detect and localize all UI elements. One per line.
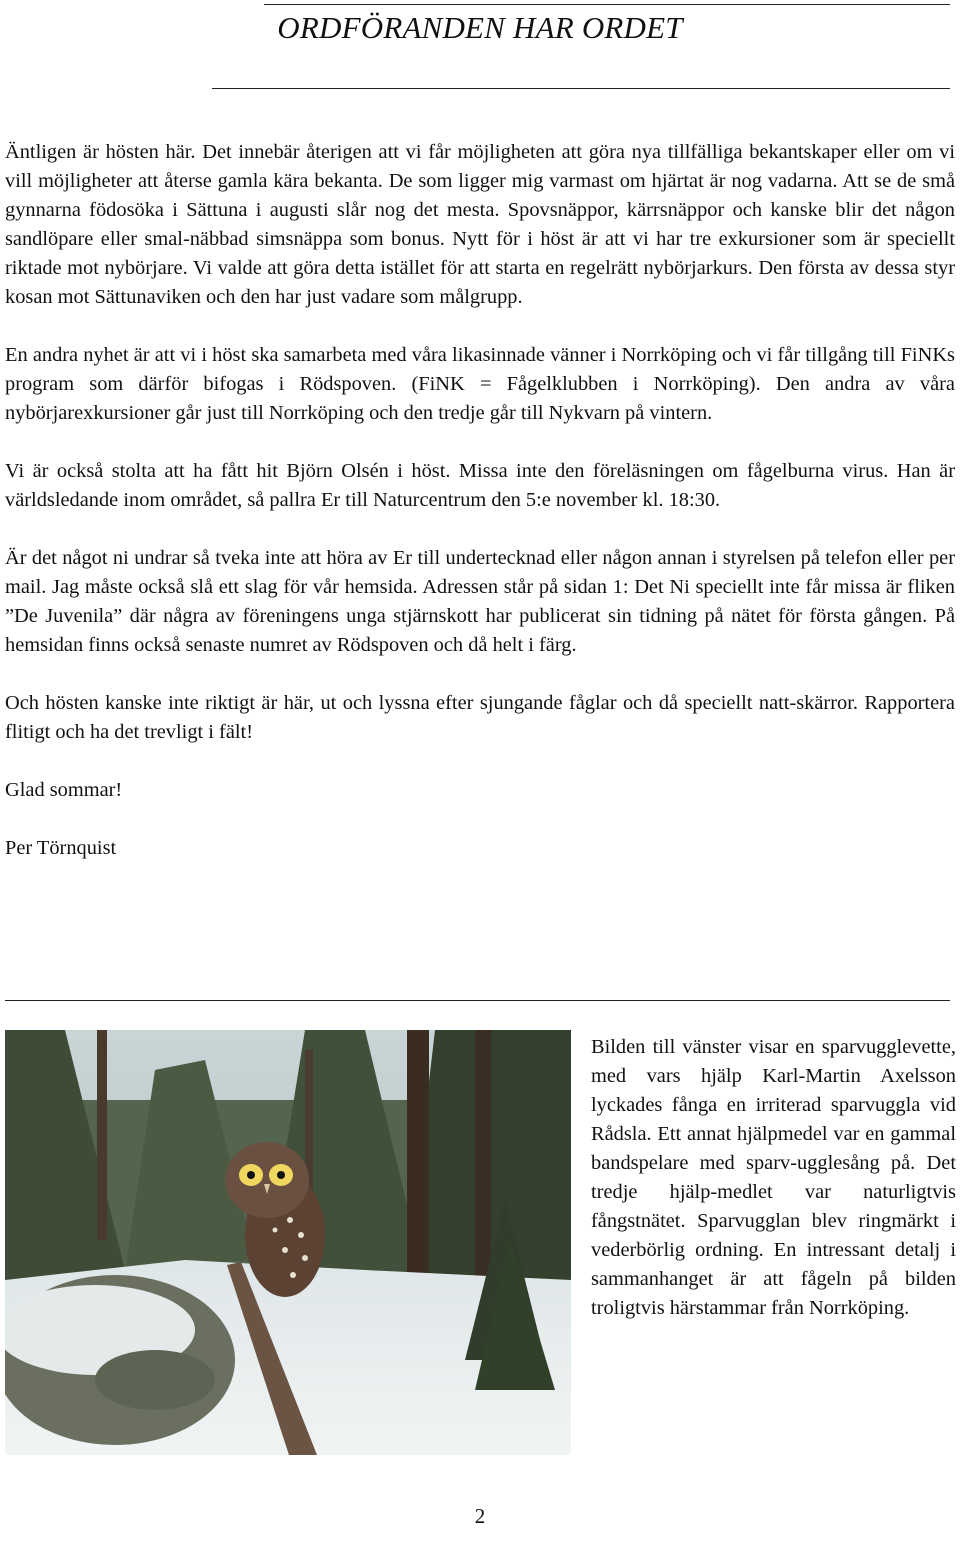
section-rule <box>5 1000 950 1001</box>
closing-line: Glad sommar! <box>5 779 123 801</box>
owl-decoy-photo <box>5 1030 571 1455</box>
photo-caption: Bilden till vänster visar en sparvugglevette, med vars hjälp Karl-Martin Axelsson lyckades fånga en irriterad sparvuggla vid Rådsla. Ett annat hjälpmedel var en gammal bandspelare med sparv-ugglesång på. Det tredje hjälp-medlet var naturligtvis fångstnätet. Sparvugglan blev ringmärkt i vederbörlig ordning. En intressant detalj i sammanhanget är att fågeln på bilden troligtvis härstammar från Norrköping. <box>591 1036 956 1319</box>
paragraph-2: En andra nyhet är att vi i höst ska samarbeta med våra likasinnade vänner i Norrköping och vi får tillgång till FiNKs program som därför bifogas i Rödspoven. (FiNK = Fågelklubben i Norrköping). Den andra av våra nybörjarexkursioner går just till Norrköping och den tredje går till Nykvarn på vintern. <box>5 344 955 424</box>
signature: Per Törnquist <box>5 837 117 859</box>
paragraph-5: Och hösten kanske inte riktigt är här, ut och lyssna efter sjungande fåglar och då speciellt natt-skärror. Rapportera flitigt och ha det trevligt i fält! <box>5 692 955 743</box>
page-title: ORDFÖRANDEN HAR ORDET <box>277 10 683 45</box>
paragraph-4: Är det något ni undrar så tveka inte att höra av Er till undertecknad eller någon annan i styrelsen på telefon eller per mail. Jag måste också slå ett slag för vår hemsida. Adressen står på sidan 1: Det Ni speciellt inte får missa är fliken ”De Juvenila” där några av föreningens unga stjärnskott har publicerat sin tidning på nätet för första gången. På hemsidan finns också senaste numret av Rödspoven och då helt i färg. <box>5 547 955 656</box>
paragraph-3: Vi är också stolta att ha fått hit Björn Olsén i höst. Missa inte den föreläsningen om fågelburna virus. Han är världsledande inom området, så pallra Er till Naturcentrum den 5:e november kl. 18:30. <box>5 460 955 511</box>
article-body <box>5 138 955 892</box>
page-number: 2 <box>474 1504 486 1528</box>
header-rule <box>212 88 950 89</box>
paragraph-1: Äntligen är hösten här. Det innebär återigen att vi får möjligheten att göra nya tillfälliga bekantskaper eller om vi vill möjligheter att återse gamla kära bekanta. De som ligger mig varmast om hjärtat är nog vadarna. Att se de små gynnarna födosöka i Sättuna i augusti slår nog det mesta. Spovsnäppor, kärrsnäppor och kanske blir det någon sandlöpare eller smal-näbbad simsnäppa som bonus. Nytt för i höst är att vi har tre exkursioner som är speciellt riktade mot nybörjare. Vi valde att göra detta istället för att starta en regelrätt nybörjarkurs. Den första av dessa styr kosan mot Sättunaviken och den har just vadare som målgrupp. <box>5 141 955 308</box>
top-rule <box>264 4 950 5</box>
